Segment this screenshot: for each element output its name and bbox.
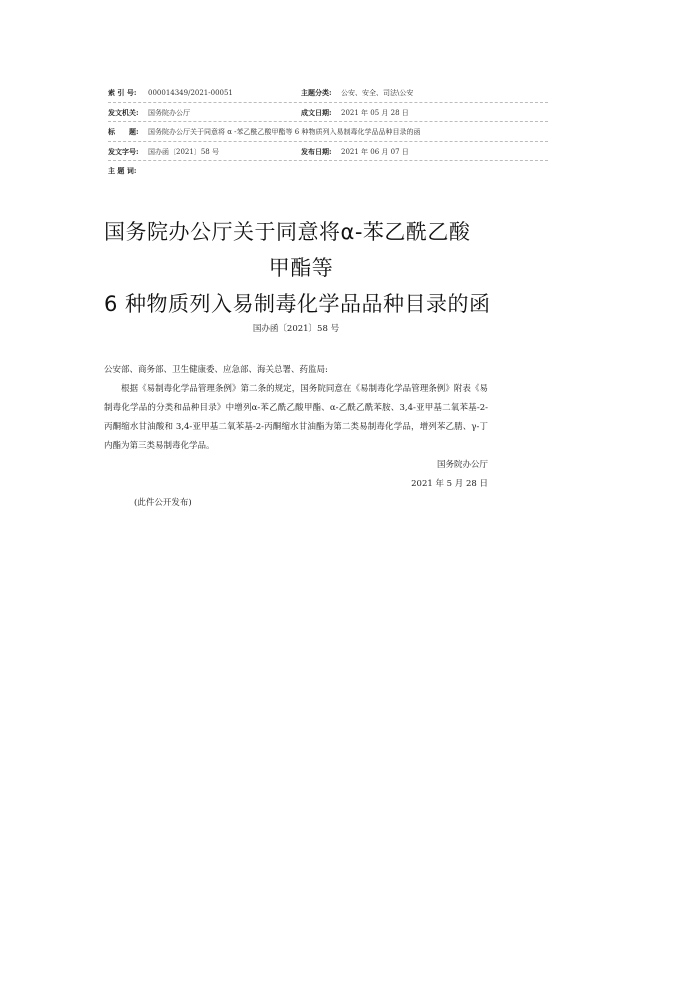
created-value: 2021 年 05 月 28 日 <box>341 108 409 117</box>
document-number: 国办函〔2021〕58 号 <box>252 324 340 334</box>
signature: 国务院办公厅 <box>436 460 488 470</box>
title-line-1: 国务院办公厅关于同意将α-苯乙酰乙酸 <box>104 220 471 244</box>
category-value: 公安、安全、司法\公安 <box>341 89 414 97</box>
meta-row-keywords <box>108 161 548 181</box>
document-metadata-table <box>108 83 548 181</box>
meta-docno <box>108 142 219 163</box>
meta-keywords <box>108 161 148 182</box>
issuer-label: 发文机关: <box>108 107 139 117</box>
index-value: 000014349/2021-00051 <box>148 89 233 97</box>
meta-issuer <box>108 103 190 124</box>
docno-value: 国办函〔2021〕58 号 <box>148 147 219 156</box>
meta-published <box>301 142 409 163</box>
signature-date: 2021 年 5 月 28 日 <box>411 479 488 489</box>
meta-title <box>108 122 420 143</box>
docno-label: 发文字号: <box>108 146 139 156</box>
title-value: 国务院办公厅关于同意将 α -苯乙酰乙酸甲酯等 6 种物质列入易制毒化学品品种目录的函 <box>148 128 421 136</box>
meta-row-index <box>108 83 548 103</box>
document-content <box>104 361 488 513</box>
publication-note: (此件公开发布) <box>134 498 192 508</box>
body-paragraph: 根据《易制毒化学品管理条例》第二条的规定，国务院同意在《易制毒化学品管理条例》附表《易制毒化学品的分类和品种目录》中增列α-苯乙酰乙酸甲酯、α-乙酰乙酰苯胺、3,4-亚甲基二氧苯基-2-丙酮缩水甘油酸和 3,4-亚甲基二氧苯基-2-丙酮缩水甘油酯为第二类易制毒化学品，增列苯乙腈、γ-丁内酯为第三类易制毒化学品。 <box>104 384 488 451</box>
category-label: 主题分类: <box>301 88 332 97</box>
published-label: 发布日期: <box>301 146 332 156</box>
created-label: 成文日期: <box>301 107 332 117</box>
meta-row-docno <box>108 142 548 162</box>
title-line-3: 6 种物质列入易制毒化学品品种目录的函 <box>104 292 491 316</box>
meta-row-title <box>108 122 548 142</box>
title-label: 标 题: <box>108 127 139 136</box>
meta-row-issuer <box>108 103 548 123</box>
keywords-label: 主 题 词: <box>108 166 137 175</box>
index-label: 索 引 号: <box>108 88 137 97</box>
meta-category <box>301 83 413 104</box>
published-value: 2021 年 06 月 07 日 <box>341 147 409 156</box>
salutation: 公安部、商务部、卫生健康委、应急部、海关总署、药监局: <box>104 365 328 375</box>
meta-index <box>108 83 233 104</box>
document-title <box>104 214 498 322</box>
issuer-value: 国务院办公厅 <box>148 108 190 117</box>
meta-created <box>301 103 409 124</box>
title-line-2: 甲酯等 <box>268 256 334 280</box>
